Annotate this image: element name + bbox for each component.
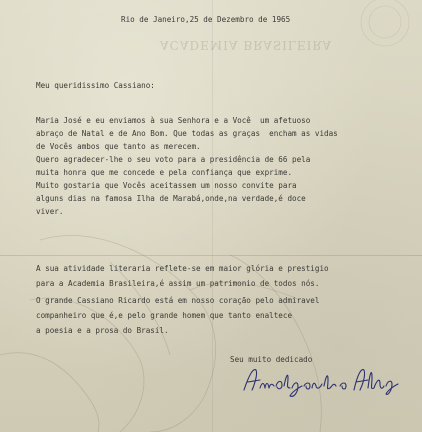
body-line: Muito gostaria que Vocês aceitassem um nosso convite para bbox=[36, 181, 297, 190]
salutation: Meu queridissimo Cassiano: bbox=[36, 81, 155, 90]
body-line: alguns dias na famosa Ilha de Marabá,onde,na verdade,é doce bbox=[36, 194, 306, 203]
body-line: Quero agradecer-lhe o seu voto para a presidência de 66 pela bbox=[36, 155, 311, 164]
body-line: de Vocês ambos que tanto as merecem. bbox=[36, 142, 201, 151]
body-line: abraço de Natal e de Ano Bom. Que todas as graças encham as vidas bbox=[36, 129, 338, 138]
closing: Seu muito dedicado bbox=[230, 355, 313, 364]
handwritten-signature bbox=[240, 364, 400, 400]
body-line: Maria José e eu enviamos à sua Senhora e a Você um afetuoso bbox=[36, 116, 311, 125]
body-line: para a Academia Brasileira,é assim um patrimonio de todos nós. bbox=[36, 279, 320, 288]
body-line: O grande Cassiano Ricardo está em nosso coração pelo admiravel bbox=[36, 296, 320, 305]
date-line: Rio de Janeiro,25 de Dezembro de 1965 bbox=[121, 15, 291, 24]
body-line: muita honra que me concede e pela confiança que exprime. bbox=[36, 168, 293, 177]
body-line: companheiro que é,e pelo grande homem que tanto enaltece bbox=[36, 311, 293, 320]
body-line: viver. bbox=[36, 207, 64, 216]
body-line: A sua atividade literaria reflete-se em maior glória e prestigio bbox=[36, 264, 329, 273]
letterhead-show-through: ACADEMIA BRASILEIRA bbox=[160, 38, 333, 52]
body-line: a poesia e a prosa do Brasil. bbox=[36, 326, 169, 335]
